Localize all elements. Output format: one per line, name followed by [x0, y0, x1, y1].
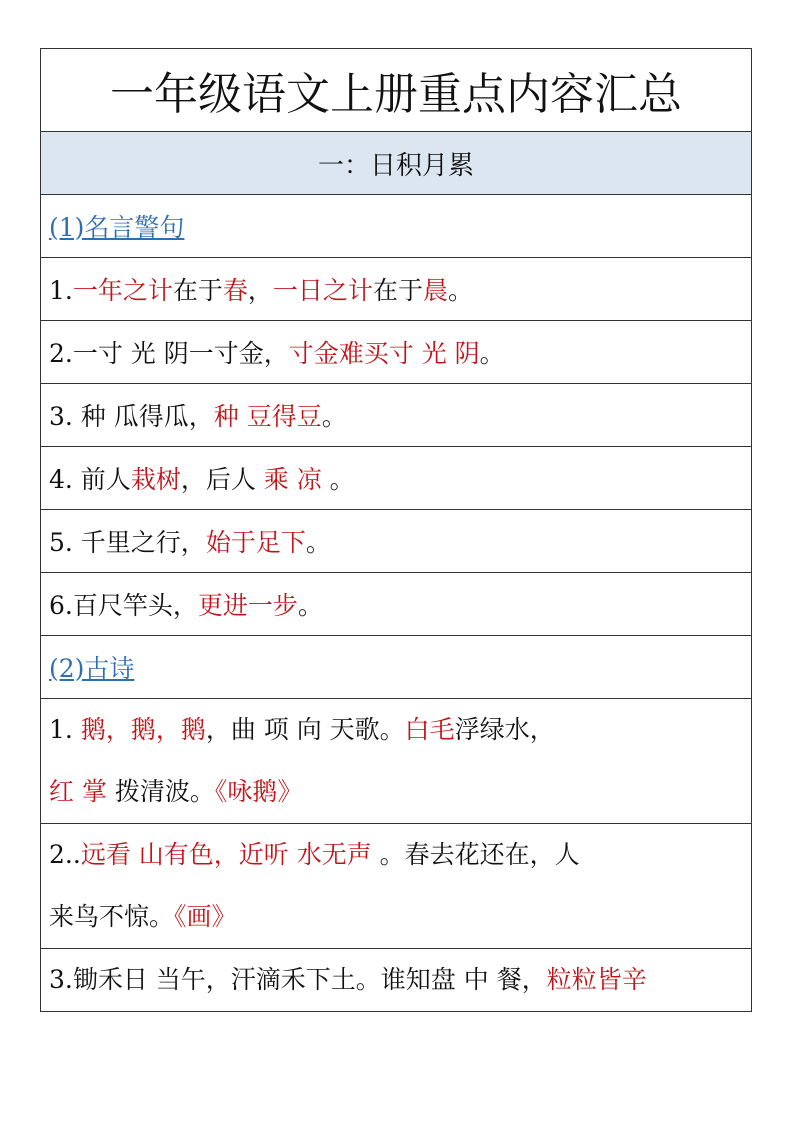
- plain-text: 在于: [172, 276, 223, 305]
- plain-text: 拨清波。: [106, 777, 215, 806]
- highlight-text: 鹅，鹅，鹅: [80, 715, 206, 744]
- poem-line: [49, 824, 743, 886]
- highlight-text: 春: [222, 276, 248, 305]
- highlight-text: 种 豆得豆: [213, 402, 322, 431]
- saying-row-3: [41, 384, 752, 447]
- subsection-sayings: [41, 195, 752, 258]
- highlight-text: 《画》: [174, 902, 237, 931]
- poem-line: [49, 886, 743, 948]
- plain-text: 1.: [49, 276, 73, 305]
- highlight-text: 粒粒皆辛: [546, 965, 647, 994]
- plain-text: ，曲 项 向 天歌。: [205, 715, 405, 744]
- summary-sheet: [40, 48, 752, 1012]
- plain-text: 3.锄禾日 当午，汗滴禾下土。谁知盘 中 餐，: [49, 965, 547, 994]
- highlight-text: 晨: [422, 276, 448, 305]
- highlight-text: 远看 山有色，近听 水无声: [80, 840, 372, 869]
- highlight-text: 栽树: [130, 465, 181, 494]
- plain-text: 。春去花还在，人: [371, 840, 580, 869]
- plain-text: 。: [447, 276, 473, 305]
- highlight-text: 始于足下: [205, 528, 306, 557]
- poem-line: [49, 761, 743, 823]
- section-header: 一：日积月累: [41, 132, 752, 195]
- plain-text: 。: [305, 528, 331, 557]
- saying-row-2: [41, 321, 752, 384]
- saying-row-6: [41, 573, 752, 636]
- saying-row-5: [41, 510, 752, 573]
- highlight-text: 《咏鹅》: [214, 777, 303, 806]
- highlight-text: 一年之计: [72, 276, 173, 305]
- highlight-text: 一日之计: [272, 276, 373, 305]
- content-table: [40, 48, 752, 1012]
- subsection-poems-link[interactable]: (2)古诗: [49, 654, 135, 683]
- plain-text: ，后人: [180, 465, 264, 494]
- highlight-text: 白毛: [404, 715, 455, 744]
- highlight-text: 乘 凉: [263, 465, 322, 494]
- plain-text: 。: [321, 402, 347, 431]
- plain-text: 。: [479, 339, 505, 368]
- subsection-sayings-link[interactable]: (1)名言警句: [49, 213, 185, 242]
- plain-text: 浮绿水，: [454, 715, 555, 744]
- plain-text: 。: [321, 465, 355, 494]
- saying-row-1: [41, 258, 752, 321]
- plain-text: 2..: [49, 840, 81, 869]
- plain-text: ，: [247, 276, 273, 305]
- poem-row-2: [41, 824, 752, 949]
- plain-text: 5. 千里之行，: [49, 528, 206, 557]
- plain-text: 6.百尺竿头，: [49, 591, 198, 620]
- poem-line: [49, 949, 743, 1011]
- plain-text: 来鸟不惊。: [49, 902, 175, 931]
- subsection-poems: [41, 636, 752, 699]
- highlight-text: 寸金难买寸 光 阴: [288, 339, 480, 368]
- plain-text: 。: [297, 591, 323, 620]
- highlight-text: 更进一步: [197, 591, 298, 620]
- plain-text: 1.: [49, 715, 81, 744]
- page-title: 一年级语文上册重点内容汇总: [41, 49, 752, 132]
- poem-line: [49, 699, 743, 761]
- highlight-text: 红 掌: [49, 777, 107, 806]
- plain-text: 3. 种 瓜得瓜，: [49, 402, 214, 431]
- poem-row-1: [41, 699, 752, 824]
- plain-text: 4. 前人: [49, 465, 131, 494]
- saying-row-4: [41, 447, 752, 510]
- plain-text: 在于: [372, 276, 423, 305]
- poem-row-3: [41, 949, 752, 1012]
- plain-text: 2.一寸 光 阴一寸金，: [49, 339, 289, 368]
